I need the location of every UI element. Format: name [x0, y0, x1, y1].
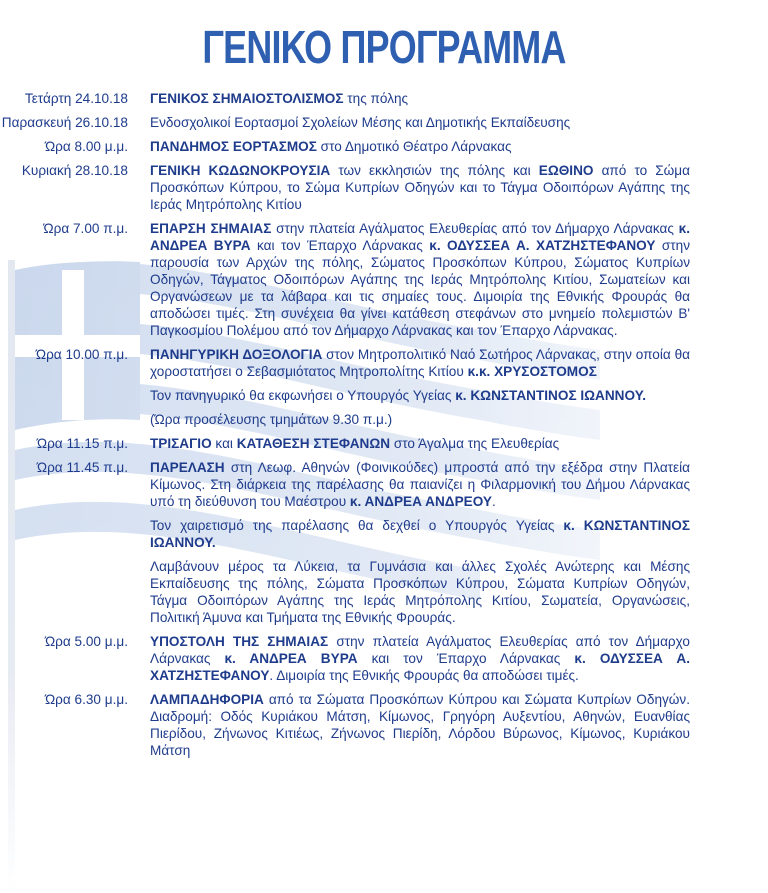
highlight-text: κ. ΟΔΥΣΣΕΑ Α. ΧΑΤΖΗΣΤΕΦΑΝΟΥ [150, 651, 690, 683]
schedule-description [150, 691, 690, 759]
highlight-text: ΕΠΑΡΣΗ ΣΗΜΑΙΑΣ [150, 221, 272, 236]
schedule-description [150, 633, 690, 684]
highlight-text: ΓΕΝΙΚΗ ΚΩΔΩΝΟΚΡΟΥΣΙΑ [150, 163, 331, 178]
schedule-row [0, 138, 768, 155]
schedule-time: Ώρα 5.00 μ.μ. [44, 634, 128, 649]
body-text: Ενδοσχολικοί Εορτασμοί Σχολείων Μέσης και Δημοτικής Εκπαίδευσης [150, 115, 571, 130]
program-schedule [0, 90, 768, 766]
highlight-text: κ. ΑΝΔΡΕΑ ΒΥΡΑ [224, 651, 358, 666]
highlight-text: ΕΩΘΙΝΟ [538, 163, 594, 178]
schedule-time: Ώρα 11.15 π.μ. [36, 436, 128, 451]
schedule-row [0, 459, 768, 626]
description-paragraph [150, 459, 690, 510]
description-paragraph [150, 114, 690, 131]
description-paragraph [150, 138, 690, 155]
highlight-text: ΠΑΡΕΛΑΣΗ [150, 460, 225, 475]
description-paragraph [150, 346, 690, 380]
body-text: στο Άγαλμα της Ελευθερίας [390, 436, 560, 451]
body-text: . [491, 494, 496, 509]
schedule-description [150, 138, 690, 155]
description-paragraph [150, 387, 690, 404]
highlight-text: ΥΠΟΣΤΟΛΗ ΤΗΣ ΣΗΜΑΙΑΣ [150, 634, 329, 649]
body-text: στον Μητροπολιτικό Ναό Σωτήρος Λάρνακας, στην οποία θα χοροστατήσει ο Σεβασμιότατος Μητροπολίτης Κιτίου [150, 347, 691, 379]
body-text: και τον Έπαρχο Λάρνακας [250, 238, 430, 253]
body-text: στην πλατεία Αγάλματος Ελευθερίας από τον Δήμαρχο Λάρνακας [271, 221, 679, 236]
body-text: της πόλης [343, 91, 409, 106]
schedule-row [0, 220, 768, 339]
body-text: Τον χαιρετισμό της παρέλασης θα δεχθεί ο Υπουργός Υγείας [150, 518, 564, 533]
schedule-time: Κυριακή 28.10.18 [21, 163, 128, 178]
highlight-text: ΛΑΜΠΑΔΗΦΟΡΙΑ [150, 692, 264, 707]
description-paragraph [150, 558, 690, 626]
schedule-description [150, 90, 690, 107]
description-paragraph [150, 220, 690, 339]
body-text: Τον πανηγυρικό θα εκφωνήσει ο Υπουργός Υγείας [150, 388, 456, 403]
schedule-row [0, 435, 768, 452]
highlight-text: κ. ΑΝΔΡΕΑ ΒΥΡΑ [150, 221, 690, 253]
body-text: και τον Έπαρχο Λάρνακας [357, 651, 575, 666]
highlight-text: κ. ΚΩΝΣΤΑΝΤΙΝΟΣ ΙΩΑΝΝΟΥ. [150, 518, 690, 550]
schedule-description [150, 459, 690, 626]
body-text: στη Λεωφ. Αθηνών (Φοινικούδες) μπροστά από την εξέδρα στην Πλατεία Κίμωνος. Στη διάρκεια της παρέλασης θα παιανίζει η Φιλαρμονική του Δήμου Λάρνακας υπό τη διεύθυνση του Μαέστρου [150, 460, 690, 509]
body-text: στην πλατεία Αγάλματος Ελευθερίας από τον Δήμαρχο Λάρνακας [150, 634, 690, 666]
body-text: από το Σώμα Προσκόπων Κύπρου, το Σώμα Κυπρίων Οδηγών και το Τάγμα Οδοιπόρων Αγάπης της Ιεράς Μητρόπολης Κιτίου [150, 163, 690, 212]
body-text: . Διμοιρία της Εθνικής Φρουράς θα αποδώσει τιμές. [269, 668, 579, 683]
description-paragraph [150, 633, 690, 684]
schedule-description [150, 114, 690, 131]
body-text: και [211, 436, 237, 451]
description-paragraph [150, 691, 690, 759]
highlight-text: ΓΕΝΙΚΟΣ ΣΗΜΑΙΟΣΤΟΛΙΣΜΟΣ [150, 91, 344, 106]
schedule-time: Ώρα 6.30 μ.μ. [44, 692, 128, 707]
highlight-text: κ. ΚΩΝΣΤΑΝΤΙΝΟΣ ΙΩΑΝΝΟΥ. [455, 388, 647, 403]
schedule-description [150, 162, 690, 213]
body-text: των εκκλησιών της πόλης και [330, 163, 539, 178]
page-title: ΓΕΝΙΚΟ ΠΡΟΓΡΑΜΜΑ [202, 21, 566, 73]
body-text: Λαμβάνουν μέρος τα Λύκεια, τα Γυμνάσια και άλλες Σχολές Ανώτερης και Μέσης Εκπαίδευσης της πόλης, Σώματα Προσκόπων Κύπρου, Σώματα Κυπρίων Οδηγών, Τάγμα Οδοιπόρων Αγάπης της Ιεράς Μητρόπολης Κιτίου, Σωματεία, Οργανώσεις, Πολιτική Άμυνα και Τμήματα της Εθνικής Φρουράς. [150, 559, 690, 625]
highlight-text: κ.κ. ΧΡΥΣΟΣΤΟΜΟΣ [467, 364, 597, 379]
highlight-text: ΠΑΝΔΗΜΟΣ ΕΟΡΤΑΣΜΟΣ [150, 139, 317, 154]
body-text: από τα Σώματα Προσκόπων Κύπρου και Σώματα Κυπρίων Οδηγών. Διαδρομή: Οδός Κυριάκου Μάτση, Κίμωνος, Γρηγόρη Αυξεντίου, Αθηνών, Ευανθίας Πιερίδου, Ζήνωνος Κιτιέως, Ζήνωνος Πιερίδη, Λόρδου Βύρωνος, Κίμωνος, Κυριάκου Μάτση [150, 692, 690, 758]
body-text: στο Δημοτικό Θέατρο Λάρνακας [316, 139, 512, 154]
schedule-row [0, 114, 768, 131]
schedule-row [0, 346, 768, 428]
description-paragraph [150, 162, 690, 213]
schedule-time: Παρασκευή 26.10.18 [1, 115, 128, 130]
schedule-description [150, 346, 690, 428]
schedule-description [150, 220, 690, 339]
body-text: (Ώρα προσέλευσης τμημάτων 9.30 π.μ.) [150, 412, 393, 427]
body-text: στην παρουσία των Αρχών της πόλης, Σώματος Προσκόπων Κύπρου, Σώματος Κυπρίων Οδηγών, Τάγματος Οδοιπόρων Αγάπης της Ιεράς Μητρόπολης Κιτίου, Σωματείων και Οργανώσεων με τα λάβαρα και τις σημαίες τους. Διμοιρία της Εθνικής Φρουράς θα αποδώσει τιμές. Στη συνέχεια θα γίνει κατάθεση στεφάνων στο μνημείο πολεμιστών Β' Παγκοσμίου Πολέμου από τον Δήμαρχο Λάρνακας και τον Έπαρχο Λάρνακας. [150, 238, 690, 338]
schedule-time: Ώρα 7.00 π.μ. [43, 221, 128, 236]
schedule-description [150, 435, 690, 452]
schedule-time: Ώρα 10.00 π.μ. [35, 347, 128, 362]
schedule-time: Τετάρτη 24.10.18 [24, 91, 128, 106]
schedule-row [0, 90, 768, 107]
highlight-text: κ. ΟΔΥΣΣΕΑ Α. ΧΑΤΖΗΣΤΕΦΑΝΟΥ [429, 238, 656, 253]
highlight-text: ΚΑΤΑΘΕΣΗ ΣΤΕΦΑΝΩΝ [236, 436, 391, 451]
description-paragraph [150, 517, 690, 551]
schedule-row [0, 691, 768, 759]
description-paragraph [150, 411, 690, 428]
description-paragraph [150, 90, 690, 107]
schedule-row [0, 162, 768, 213]
highlight-text: ΠΑΝΗΓΥΡΙΚΗ ΔΟΞΟΛΟΓΙΑ [150, 347, 323, 362]
schedule-time: Ώρα 8.00 μ.μ. [44, 139, 128, 154]
highlight-text: κ. ΑΝΔΡΕΑ ΑΝΔΡΕΟΥ [349, 494, 492, 509]
schedule-row [0, 633, 768, 684]
description-paragraph [150, 435, 690, 452]
highlight-text: ΤΡΙΣΑΓΙΟ [150, 436, 212, 451]
schedule-time: Ώρα 11.45 π.μ. [36, 460, 128, 475]
